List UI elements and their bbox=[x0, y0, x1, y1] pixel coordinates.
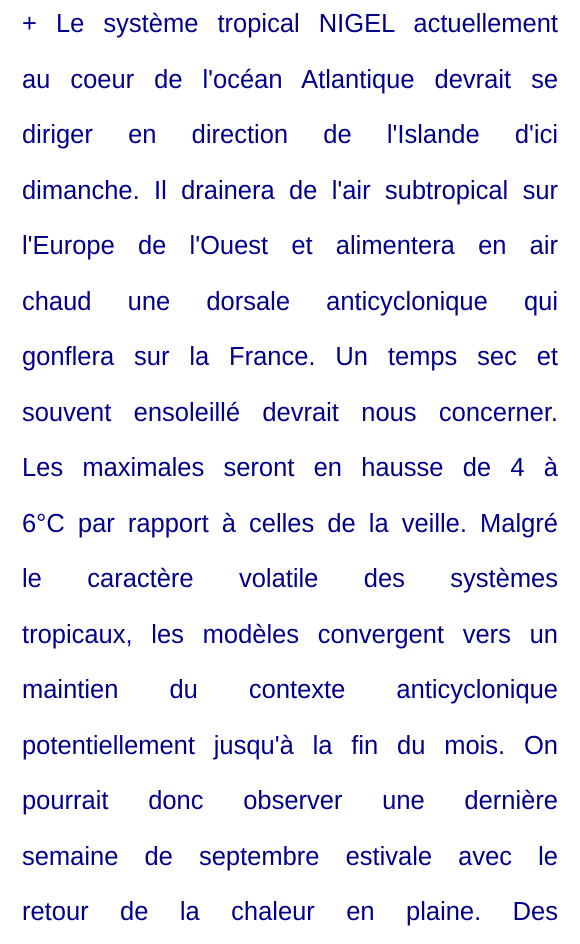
article-line: 6°C par rapport à celles de la veille. Malgré bbox=[22, 509, 558, 538]
article-line: + Le système tropical NIGEL actuellement bbox=[22, 10, 558, 38]
article-line: gonflera sur la France. Un temps sec et bbox=[22, 343, 558, 371]
article-line: semaine de septembre estivale avec le bbox=[22, 842, 558, 871]
article-line: tropicaux, les modèles convergent vers un bbox=[22, 620, 558, 649]
article-line: pourrait donc observer une dernière bbox=[22, 787, 558, 815]
article-line: le caractère volatile des systèmes bbox=[22, 565, 558, 593]
article-line: dimanche. Il drainera de l'air subtropical sur bbox=[22, 176, 558, 205]
article-line: souvent ensoleillé devrait nous concerner. bbox=[22, 398, 558, 427]
article-line: potentiellement jusqu'à la fin du mois. On bbox=[22, 731, 558, 760]
article-line: maintien du contexte anticyclonique bbox=[22, 676, 558, 704]
article-line: Les maximales seront en hausse de 4 à bbox=[22, 454, 558, 482]
forecast-article bbox=[22, 0, 558, 944]
article-line: chaud une dorsale anticyclonique qui bbox=[22, 287, 558, 316]
article-line: retour de la chaleur en plaine. Des bbox=[22, 898, 558, 926]
article-line: diriger en direction de l'Islande d'ici bbox=[22, 121, 558, 149]
article-line: au coeur de l'océan Atlantique devrait se bbox=[22, 65, 558, 94]
article-line: l'Europe de l'Ouest et alimentera en air bbox=[22, 232, 558, 260]
